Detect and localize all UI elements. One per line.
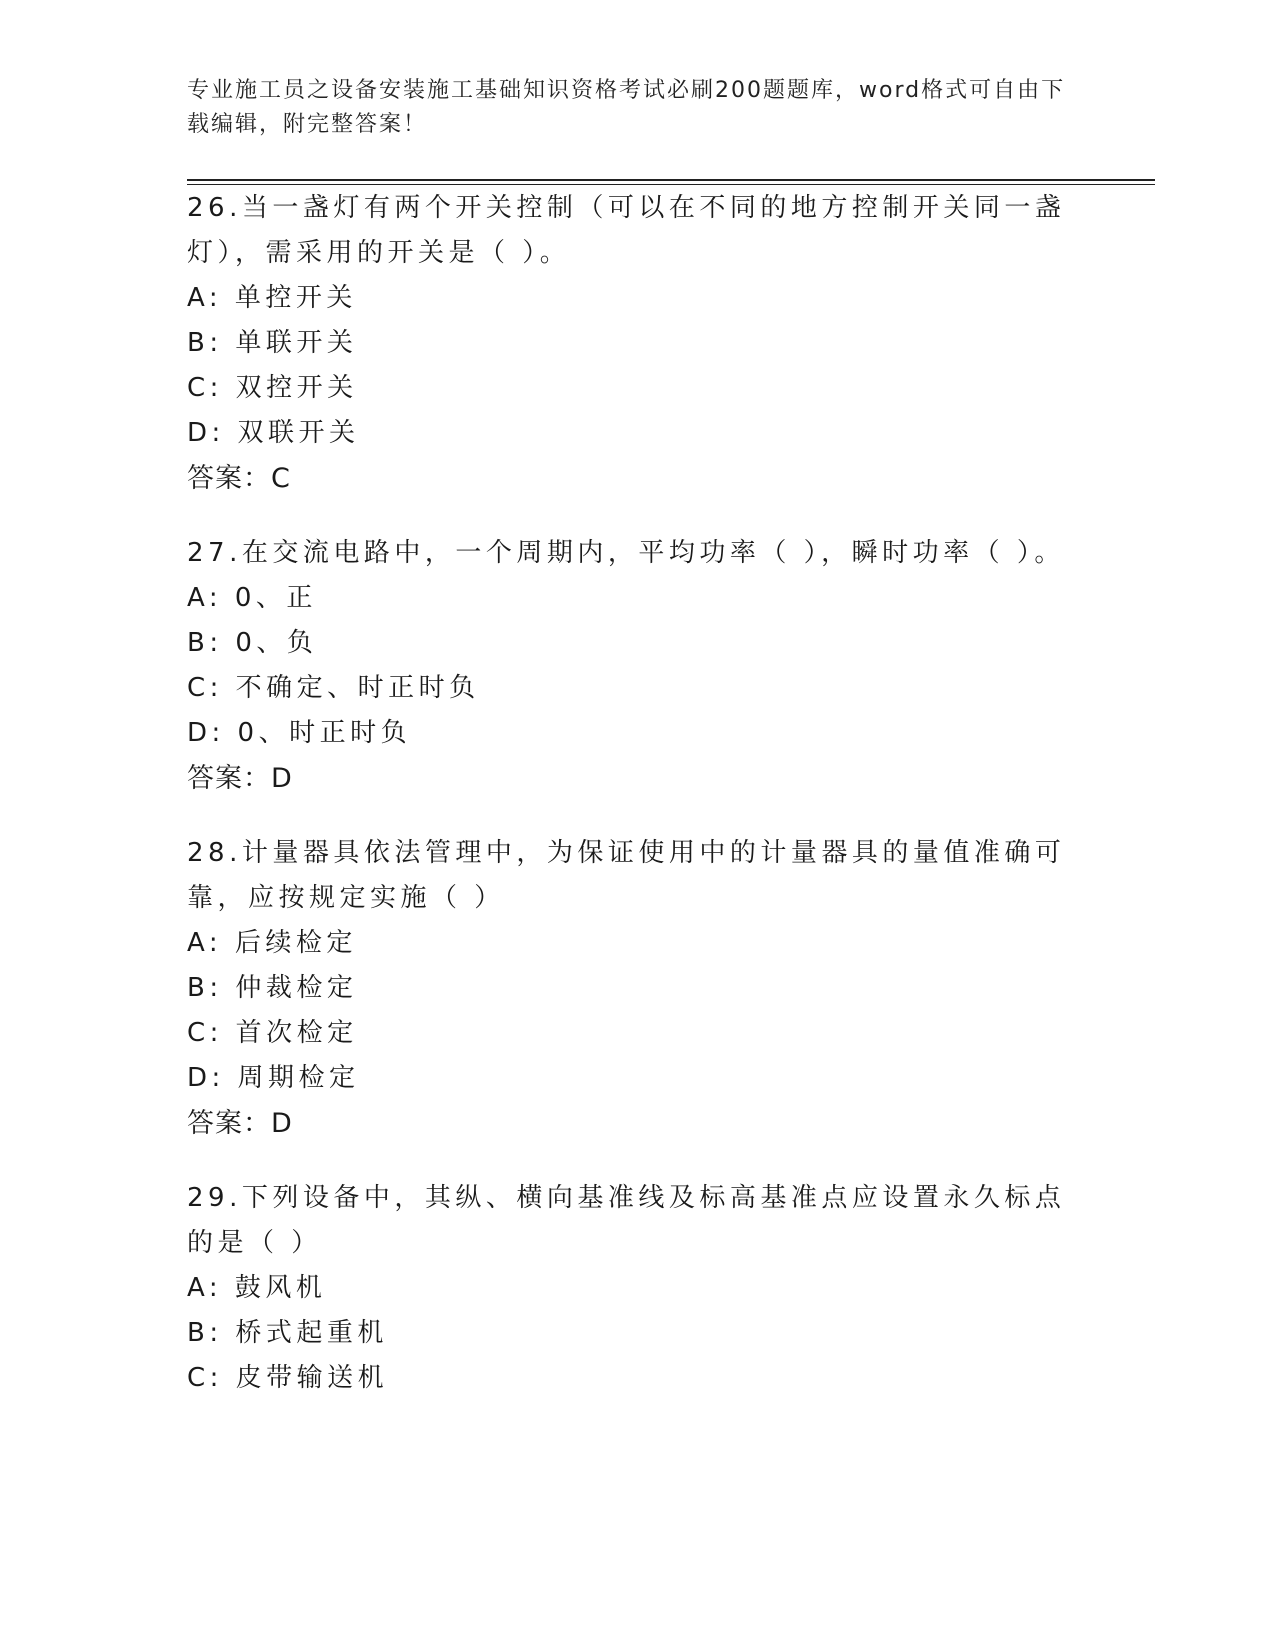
option-c: C: 皮带输送机 xyxy=(187,1363,389,1393)
option-b: B: 单联开关 xyxy=(187,328,358,358)
question-text: 27.在交流电路中，一个周期内，平均功率（ ），瞬时功率（ ）。 xyxy=(187,538,1065,568)
option-c: C: 不确定、时正时负 xyxy=(187,673,480,703)
option-a: A: 0、正 xyxy=(187,583,317,613)
option-d: D: 双联开关 xyxy=(187,418,360,448)
question-29 xyxy=(187,1176,1087,1401)
header-rule-thin xyxy=(187,184,1155,185)
header-rule-thick xyxy=(187,179,1155,181)
question-27 xyxy=(187,531,1087,801)
option-a: A: 单控开关 xyxy=(187,283,357,313)
option-d: D: 周期检定 xyxy=(187,1063,360,1093)
option-c: C: 双控开关 xyxy=(187,373,358,403)
answer-line: 答案：C xyxy=(187,463,291,494)
question-text: 29.下列设备中，其纵、横向基准线及标高基准点应设置永久标点的是（ ） xyxy=(187,1183,1066,1258)
option-a: A: 后续检定 xyxy=(187,928,357,958)
option-b: B: 0、负 xyxy=(187,628,318,658)
option-a: A: 鼓风机 xyxy=(187,1273,327,1303)
option-d: D: 0、时正时负 xyxy=(187,718,412,748)
question-text: 28.计量器具依法管理中，为保证使用中的计量器具的量值准确可靠，应按规定实施（ ） xyxy=(187,838,1066,913)
document-header: 专业施工员之设备安装施工基础知识资格考试必刷200题题库，word格式可自由下载编辑，附完整答案！ xyxy=(187,78,1066,137)
question-26 xyxy=(187,186,1087,501)
question-text: 26.当一盏灯有两个开关控制（可以在不同的地方控制开关同一盏灯），需采用的开关是（ ）。 xyxy=(187,193,1066,268)
option-b: B: 仲裁检定 xyxy=(187,973,358,1003)
answer-line: 答案：D xyxy=(187,763,293,794)
answer-line: 答案：D xyxy=(187,1108,293,1139)
option-c: C: 首次检定 xyxy=(187,1018,358,1048)
option-b: B: 桥式起重机 xyxy=(187,1318,388,1348)
question-28 xyxy=(187,831,1087,1146)
question-list xyxy=(187,186,1087,1431)
